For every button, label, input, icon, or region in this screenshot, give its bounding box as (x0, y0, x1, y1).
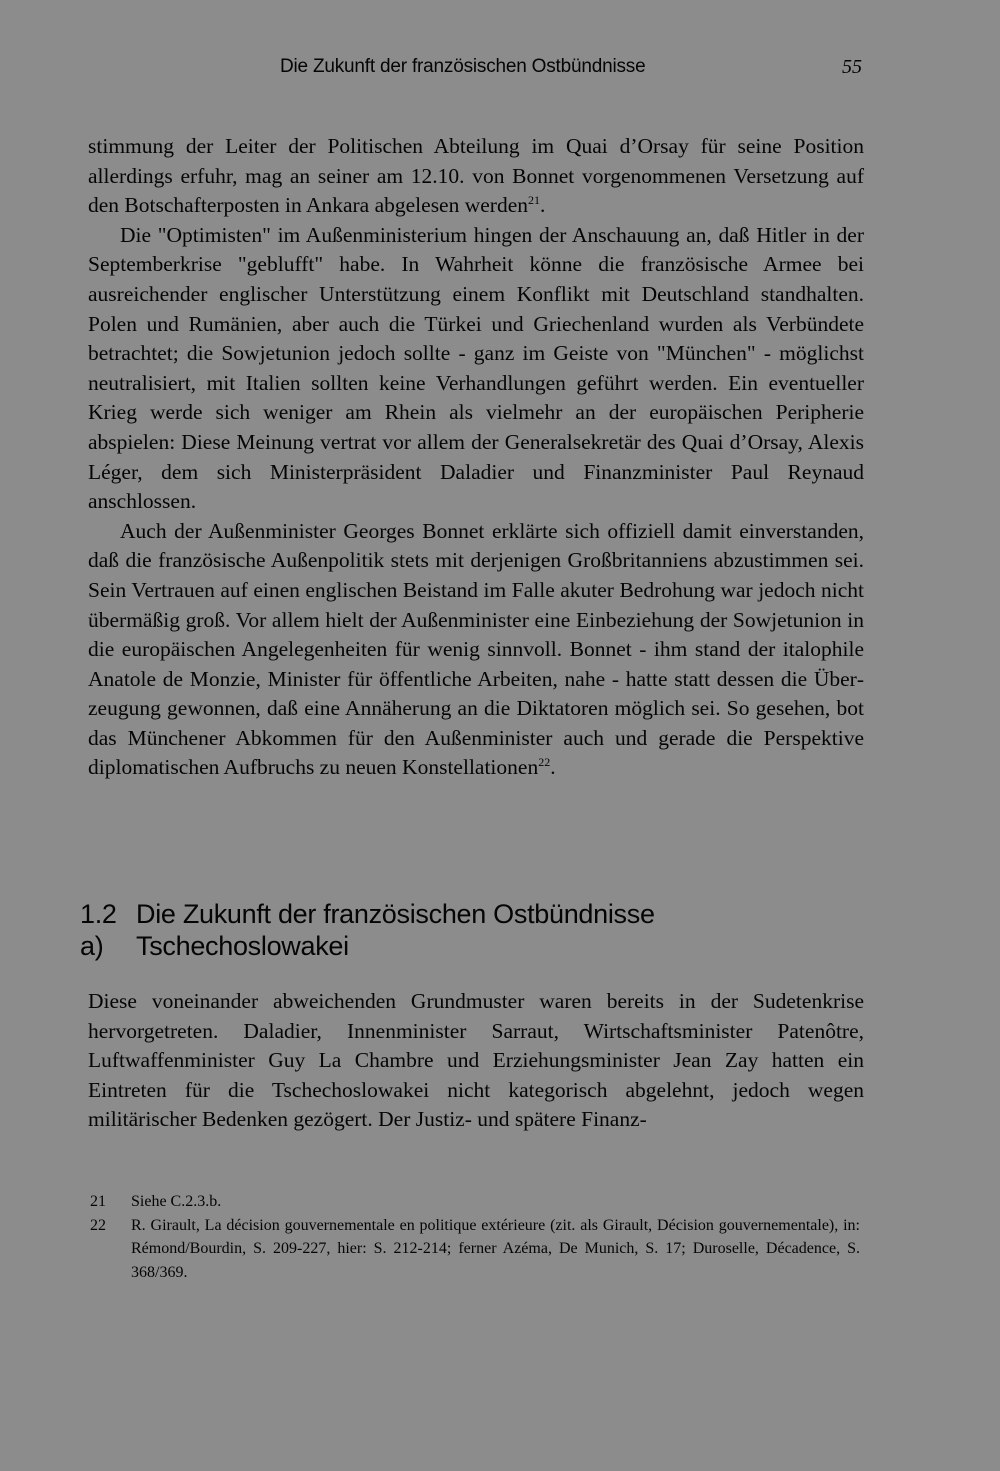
footnote (90, 1190, 860, 1214)
paragraph (88, 517, 864, 783)
paragraph-text: stimmung der Leiter der Politischen Abteilung im Quai d’Orsay für seine Position allerdings erfuhr, mag an seiner am 12.10. von Bonnet vorgenommenen Versetzung auf den Botschafterposten in Ankara abgelesen werden (88, 134, 864, 218)
paragraph-text: Auch der Außenminister Georges Bonnet erklärte sich offiziell damit einverstanden, daß die französische Außenpolitik stets mit derjenigen Großbritanniens abzustimmen sei. Sein Vertrauen auf einen englischen Beistand im Falle akuter Bedrohung war jedoch nicht übermäßig groß. Vor allem hielt der Außenminister eine Einbeziehung der Sowjetunion in die europäischen Angelegenheiten für wenig sinnvoll. Bonnet - ihm stand der italophile Anatole de Monzie, Minister für öffentliche Arbeiten, nahe - hatte statt dessen die Überzeugung gewonnen, daß eine Annäherung an die Diktatoren möglich sei. So gesehen, bot das Münchener Abkommen für den Außenminister auch und gerade die Perspektive diplomatischen Aufbruchs zu neuen Konstellationen (88, 518, 864, 780)
footnote-ref: 22 (538, 755, 551, 770)
body-text-upper (88, 132, 864, 783)
footnote-number: 21 (90, 1193, 106, 1210)
footnote (90, 1214, 860, 1285)
running-head: Die Zukunft der französischen Ostbündnisse (280, 56, 646, 77)
footnote-text: Siehe C.2.3.b. (131, 1193, 222, 1210)
section-title: Die Zukunft der französischen Ostbündnisse (136, 899, 655, 929)
footnote-number: 22 (90, 1216, 106, 1234)
paragraph-continued (88, 132, 864, 221)
paragraph-end: . (550, 755, 556, 780)
paragraph: Die "Optimisten" im Außenministerium hingen der Anschauung an, daß Hitler in der Septemberkrise "geblufft" habe. In Wahrheit könne die französische Armee bei ausreichender englischer Unterstützung einem Konflikt mit Deutschland standhalten. Polen und Rumänien, aber auch die Türkei und Griechenland wurden als Verbündete betrachtet; die Sowjetunion jedoch sollte - ganz im Geiste von "München" - möglichst neutralisiert, mit Italien sollten keine Verhandlungen geführt werden. Ein eventueller Krieg werde sich weniger am Rhein als vielmehr an der europäischen Peripherie abspielen: Diese Meinung vertrat vor allem der Generalsekretär des Quai d’Orsay, Alexis Léger, dem sich Ministerpräsident Daladier und Finanzminister Paul Reynaud anschlossen. (88, 222, 864, 514)
section-heading (80, 898, 655, 962)
footnote-text: R. Girault, La décision gouvernementale en politique extérieure (zit. als Girault, Décision gouvernementale), in: Rémond/Bourdin, S. 209-227, hier: S. 212-214; ferner Azéma, De Munich, S. 17; Duroselle, Décadence, S. 368/369. (131, 1216, 860, 1281)
paragraph-end: . (540, 193, 546, 218)
subsection-title: Tschechoslowakei (136, 931, 349, 961)
paragraph: Diese voneinander abweichenden Grundmuster waren bereits in der Sudetenkrise hervorgetreten. Daladier, Innenminister Sarraut, Wirtschaftsminister Patenôtre, Luftwaffenminister Guy La Chambre und Erziehungsminister Jean Zay hatten ein Eintreten für die Tschechoslowakei nicht kategorisch abgelehnt, jedoch wegen militärischer Bedenken gezögert. Der Justiz- und spätere Finanz- (88, 989, 864, 1132)
body-text-lower (88, 987, 864, 1135)
page-number: 55 (842, 56, 862, 78)
subsection-heading-row (80, 930, 655, 962)
section-heading-row (80, 898, 655, 930)
section-number: 1.2 (80, 899, 117, 929)
subsection-label: a) (80, 931, 104, 961)
footnotes (90, 1190, 860, 1284)
footnote-ref: 21 (528, 193, 540, 208)
